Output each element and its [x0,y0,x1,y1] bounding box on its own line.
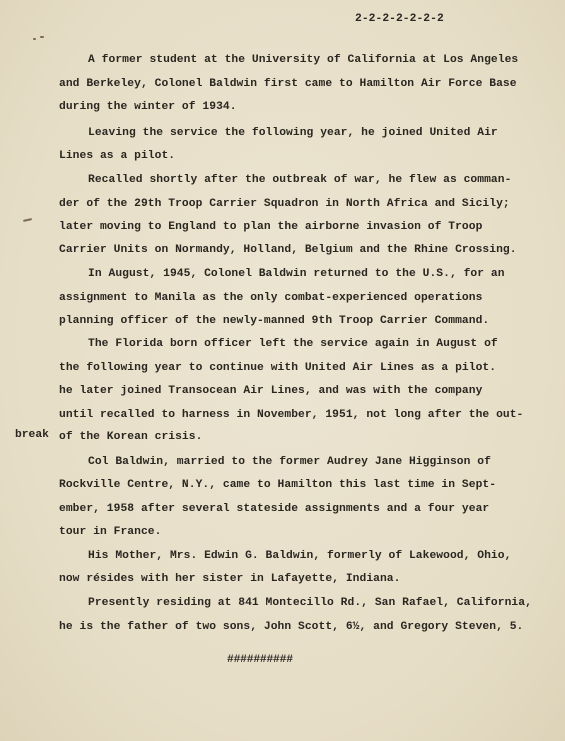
ink-speck [40,36,44,38]
text-line: The Florida born officer left the service again in August of [88,338,498,350]
text-line: In August, 1945, Colonel Baldwin returned to the U.S., for an [88,268,505,280]
text-line: and Berkeley, Colonel Baldwin first came to Hamilton Air Force Base [59,78,517,90]
ink-speck [23,218,32,221]
text-line: planning officer of the newly-manned 9th Troop Carrier Command. [59,315,490,327]
text-line: Col Baldwin, married to the former Audrey Jane Higginson of [88,456,491,468]
text-line: he later joined Transocean Air Lines, and was with the company [59,385,483,397]
text-line: Leaving the service the following year, he joined United Air [88,127,498,139]
text-line: Recalled shortly after the outbreak of war, he flew as comman- [88,174,512,186]
text-line: ember, 1958 after several stateside assignments and a four year [59,503,490,515]
end-mark: ########## [227,654,293,666]
text-line: Rockville Centre, N.Y., came to Hamilton this last time in Sept- [59,479,497,491]
text-line: the following year to continue with United Air Lines as a pilot. [59,362,497,374]
text-line: His Mother, Mrs. Edwin G. Baldwin, formerly of Lakewood, Ohio, [88,550,512,562]
text-line: Lines as a pilot. [59,150,176,162]
text-line: Presently residing at 841 Montecillo Rd., San Rafael, California, [88,597,532,609]
text-line: of the Korean crisis. [59,431,203,443]
text-line: Carrier Units on Normandy, Holland, Belgium and the Rhine Crossing. [59,244,517,256]
text-line: later moving to England to plan the airborne invasion of Troop [59,221,483,233]
text-line: der of the 29th Troop Carrier Squadron in North Africa and Sicily; [59,198,510,210]
text-line: assignment to Manila as the only combat-experienced operations [59,292,483,304]
text-line: he is the father of two sons, John Scott, 6½, and Gregory Steven, 5. [59,621,524,633]
text-line: tour in France. [59,526,162,538]
page-header: 2-2-2-2-2-2-2 [355,13,444,25]
text-line: A former student at the University of California at Los Angeles [88,54,519,66]
text-line: until recalled to harness in November, 1951, not long after the out- [59,409,524,421]
margin-insert: break [15,429,49,441]
text-line: now résides with her sister in Lafayette, Indiana. [59,573,401,585]
ink-speck [33,38,36,40]
text-line: during the winter of 1934. [59,101,237,113]
